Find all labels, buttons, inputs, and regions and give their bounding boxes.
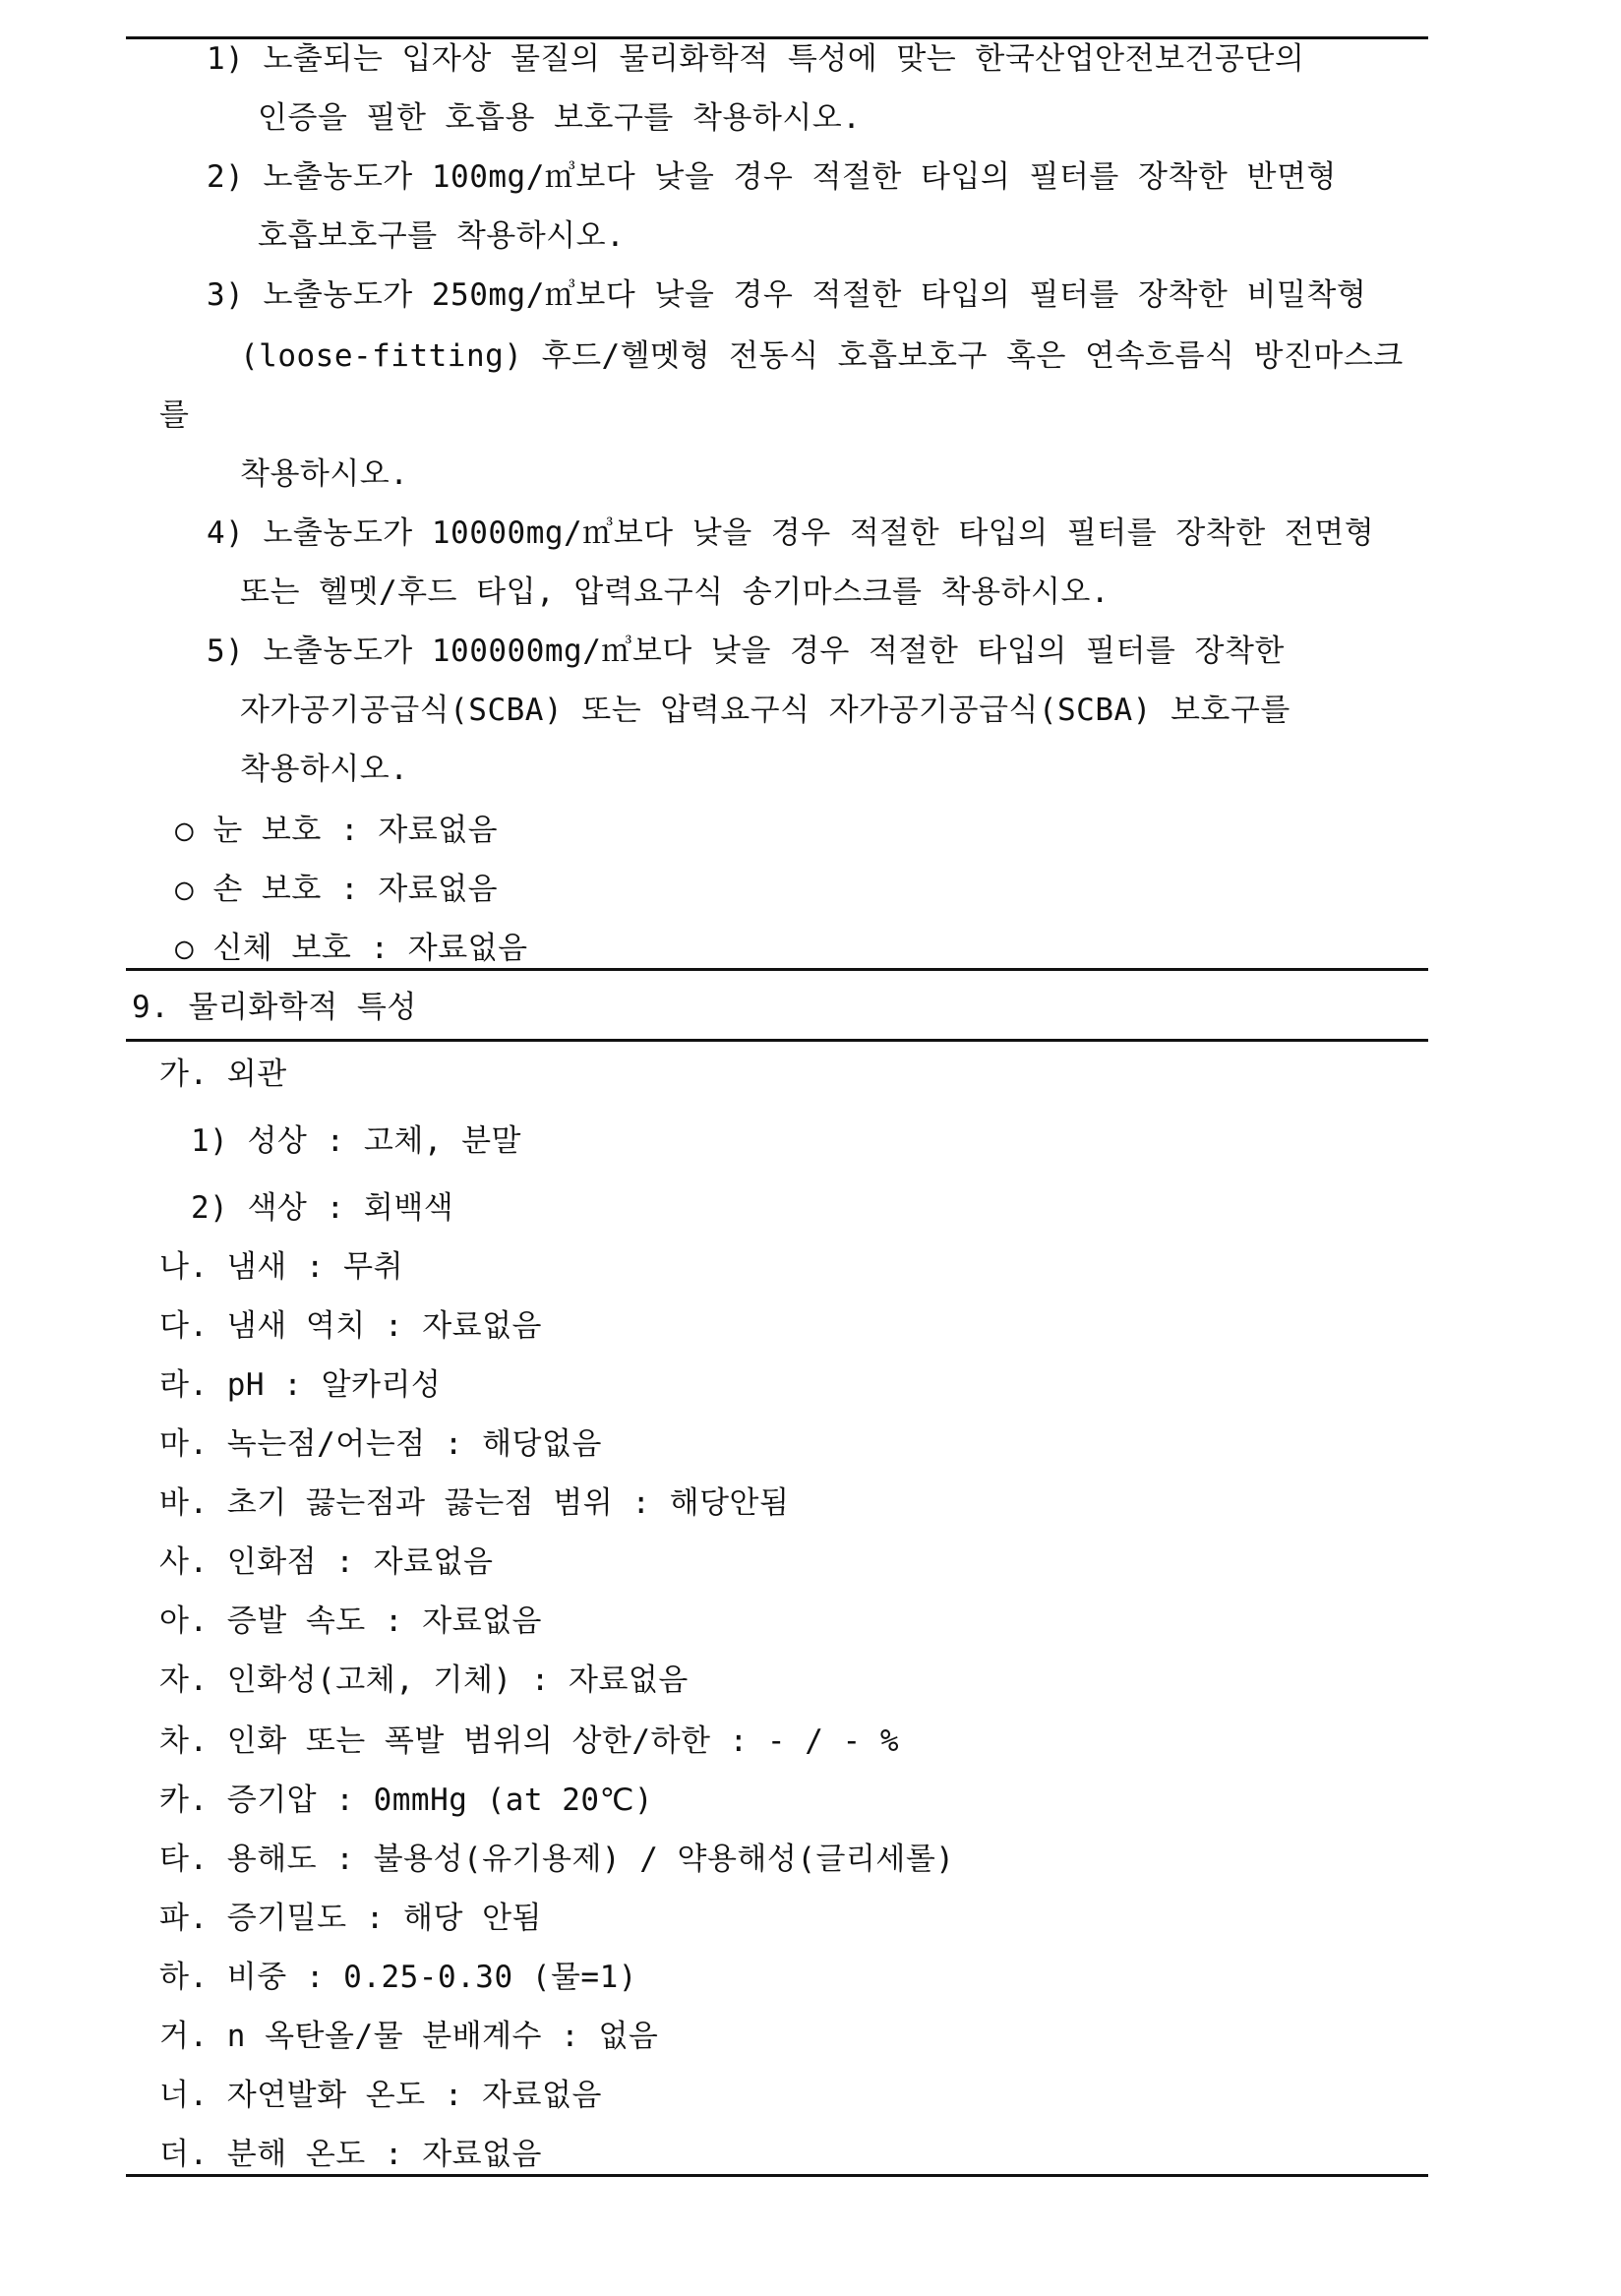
evaporation-rate: 아. 증발 속도 : 자료없음 (159, 1603, 542, 1639)
ph-value: 라. pH : 알카리성 (159, 1367, 442, 1403)
body-protection: ○ 신체 보호 : 자료없음 (175, 931, 528, 966)
autoignition-temperature: 너. 자연발화 온도 : 자료없음 (159, 2078, 602, 2113)
odor: 나. 냄새 : 무취 (159, 1249, 404, 1285)
respiratory-item-2: 2) 노출농도가 100mg/㎥보다 낮을 경우 적절한 타입의 필터를 장착한 반면형 (207, 159, 1337, 195)
vapor-pressure: 카. 증기압 : 0mmHg (at 20℃) (159, 1782, 654, 1818)
respiratory-item-2-cont: 호흡보호구를 착용하시오. (258, 218, 626, 254)
flash-point: 사. 인화점 : 자료없음 (159, 1544, 494, 1580)
physical-state: 1) 성상 : 고체, 분말 (191, 1123, 521, 1159)
melting-point: 마. 녹는점/어는점 : 해당없음 (159, 1426, 602, 1462)
respiratory-item-5-cont: 자가공기공급식(SCBA) 또는 압력요구식 자가공기공급식(SCBA) 보호구를 (240, 693, 1291, 728)
respiratory-item-1-cont: 인증을 필한 호흡용 보호구를 착용하시오. (258, 100, 862, 136)
solubility: 타. 용해도 : 불용성(유기용제) / 약용해성(글리세롤) (159, 1842, 955, 1877)
explosive-limits: 차. 인화 또는 폭발 범위의 상한/하한 : - / - % (159, 1723, 900, 1759)
section-9-header-rule (126, 1039, 1428, 1042)
respiratory-item-1: 1) 노출되는 입자상 물질의 물리화학적 특성에 맞는 한국산업안전보건공단의 (207, 41, 1305, 77)
respiratory-item-3: 3) 노출농도가 250mg/㎥보다 낮을 경우 적절한 타입의 필터를 장착한 비밀착형 (207, 277, 1367, 313)
boiling-point: 바. 초기 끓는점과 끓는점 범위 : 해당안됨 (159, 1485, 790, 1521)
specific-gravity: 하. 비중 : 0.25-0.30 (물=1) (159, 1960, 637, 1995)
respiratory-item-3-wrap: 를 (159, 397, 190, 433)
section-9-title: 9. 물리화학적 특성 (132, 990, 417, 1025)
section-9-top-rule (126, 968, 1428, 971)
flammability: 자. 인화성(고체, 기체) : 자료없음 (159, 1662, 689, 1698)
respiratory-item-3-end: 착용하시오. (240, 456, 409, 492)
bottom-rule (126, 2174, 1428, 2177)
decomposition-temperature: 더. 분해 온도 : 자료없음 (159, 2137, 542, 2172)
hand-protection: ○ 손 보호 : 자료없음 (175, 872, 499, 907)
respiratory-item-4-cont: 또는 헬멧/후드 타입, 압력요구식 송기마스크를 착용하시오. (240, 574, 1111, 610)
color-value: 2) 색상 : 회백색 (191, 1190, 454, 1226)
appearance-label: 가. 외관 (159, 1057, 287, 1092)
eye-protection: ○ 눈 보호 : 자료없음 (175, 813, 499, 848)
respiratory-item-5-end: 착용하시오. (240, 752, 409, 787)
partition-coefficient: 거. n 옥탄올/물 분배계수 : 없음 (159, 2019, 659, 2054)
respiratory-item-4: 4) 노출농도가 10000mg/㎥보다 낮을 경우 적절한 타입의 필터를 장착한 전면형 (207, 515, 1375, 551)
respiratory-item-5: 5) 노출농도가 100000mg/㎥보다 낮을 경우 적절한 타입의 필터를 장착한 (207, 634, 1285, 669)
respiratory-item-3-cont: (loose-fitting) 후드/헬멧형 전동식 호흡보호구 혹은 연속흐름식 방진마스크 (240, 338, 1404, 374)
odor-threshold: 다. 냄새 역치 : 자료없음 (159, 1308, 542, 1344)
vapor-density: 파. 증기밀도 : 해당 안됨 (159, 1901, 542, 1936)
